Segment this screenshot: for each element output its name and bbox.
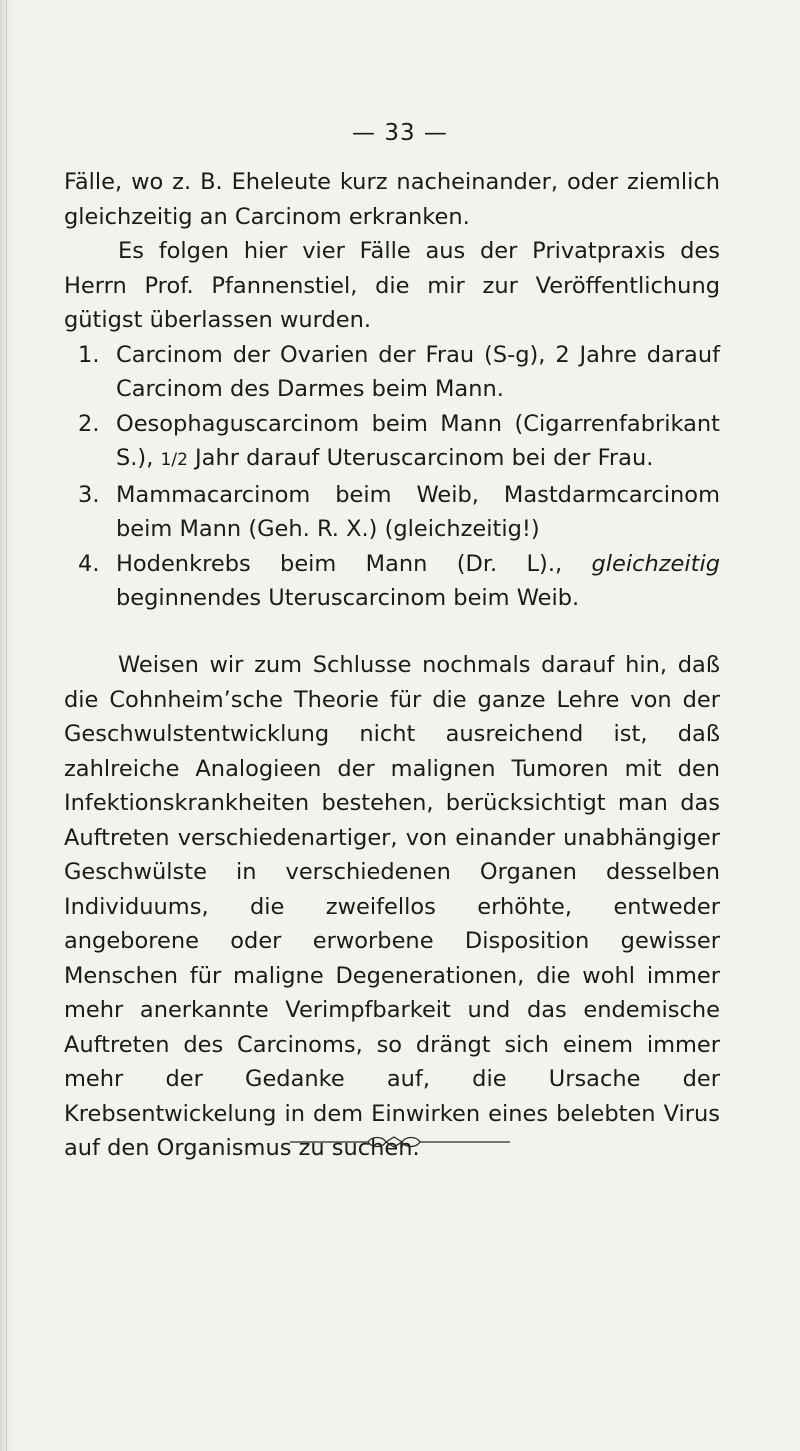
page-edge-shadow	[6, 0, 7, 1451]
case-text: Jahr darauf Uteruscarcinom bei der Frau.	[187, 445, 654, 471]
body-text-top	[64, 165, 720, 616]
case-emphasis: gleichzeitig	[591, 550, 720, 577]
list-item	[64, 547, 720, 616]
cases-intro-paragraph: Es folgen hier vier Fälle aus der Privatpraxis des Herrn Prof. Pfannenstiel, die mir zur Veröffentlichung gütigst überlassen wurden.	[64, 238, 720, 333]
case-number: 2.	[78, 410, 100, 437]
list-item	[64, 407, 720, 478]
case-number: 1.	[78, 341, 100, 368]
list-item	[64, 478, 720, 547]
conclusion-paragraph: Weisen wir zum Schlusse nochmals darauf hin, daß die Cohnheim’sche Theorie für die ganze Lehre von der Geschwulstentwicklung nicht ausreichend ist, daß zahlreiche Analogieen der malignen Tumoren mit den Infektionskrankheiten bestehen, berücksichtigt man das Auftreten verschiedenartiger, von einander unabhängiger Geschwülste in verschiedenen Organen desselben Individuums, die zweifellos erhöhte, entweder angeborene oder erworbene Disposition gewisser Menschen für maligne Degenerationen, die wohl immer mehr anerkannte Verimpfbarkeit und das endemische Auftreten des Carcinoms, so drängt sich einem immer mehr der Gedanke auf, die Ursache der Krebsentwickelung in dem Einwirken eines belebten Virus auf den Organismus zu suchen.	[64, 652, 720, 1161]
case-fraction: 1/2	[160, 450, 188, 470]
end-ornament-icon	[290, 1134, 510, 1150]
page-number: — 33 —	[352, 120, 448, 146]
body-text-bottom	[64, 648, 720, 1166]
case-text: Oesophaguscarcinom beim Mann (Cigarrenfabrikant S.),	[116, 410, 720, 471]
case-number: 4.	[78, 550, 100, 577]
list-item	[64, 338, 720, 407]
case-text: Mammacarcinom beim Weib, Mastdarmcarcinom beim Mann (Geh. R. X.) (gleichzeitig!)	[116, 481, 720, 542]
intro-paragraph: Fälle, wo z. B. Eheleute kurz nacheinander, oder ziemlich gleichzeitig an Carcinom erkranken.	[64, 169, 720, 230]
case-number: 3.	[78, 481, 100, 508]
case-text: Hodenkrebs beim Mann (Dr. L).,	[116, 550, 563, 577]
case-text: beginnendes Uteruscarcinom beim Weib.	[116, 585, 580, 611]
case-text: Carcinom der Ovarien der Frau (S-g), 2 Jahre darauf Carcinom des Darmes beim Mann.	[116, 341, 720, 402]
case-list	[64, 338, 720, 616]
